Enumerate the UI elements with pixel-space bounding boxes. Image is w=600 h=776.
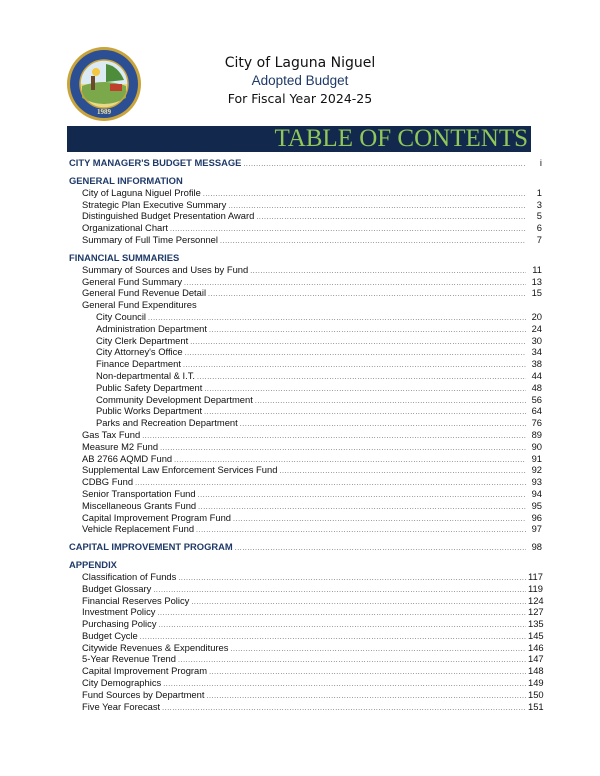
- toc-entry[interactable]: Strategic Plan Executive Summary ..... 3: [69, 199, 543, 211]
- document-type: Adopted Budget: [251, 73, 349, 88]
- toc-entry[interactable]: Gas Tax Fund ..... 89: [69, 429, 543, 441]
- toc-entry[interactable]: Five Year Forecast ..... 151: [69, 701, 543, 713]
- toc-title: TABLE OF CONTENTS: [274, 125, 528, 152]
- toc-entry[interactable]: AB 2766 AQMD Fund ..... 91: [69, 453, 543, 465]
- toc-entry[interactable]: Investment Policy ..... 127: [69, 606, 543, 618]
- toc-entry[interactable]: City Clerk Department ..... 30: [69, 335, 543, 347]
- section-financial-summaries: FINANCIAL SUMMARIES: [69, 251, 180, 263]
- toc-entry[interactable]: Financial Reserves Policy ..... 124: [69, 595, 543, 607]
- city-name: City of Laguna Niguel: [224, 55, 376, 71]
- toc-entry[interactable]: Public Safety Department ..... 48: [69, 382, 543, 394]
- toc-entry[interactable]: Miscellaneous Grants Fund ..... 95: [69, 500, 543, 512]
- toc-entry[interactable]: Vehicle Replacement Fund ..... 97: [69, 523, 543, 535]
- toc-subheading-general-fund-expenditures: General Fund Expenditures: [82, 299, 197, 311]
- toc-entry[interactable]: City Attorney's Office ..... 34: [69, 346, 543, 358]
- toc-entry[interactable]: Purchasing Policy ..... 135: [69, 618, 543, 630]
- toc-banner: [67, 126, 531, 152]
- toc-entry[interactable]: General Fund Summary ..... 13: [69, 276, 543, 288]
- document-title-block: [150, 54, 450, 108]
- toc-entry[interactable]: Administration Department ..... 24: [69, 323, 543, 335]
- toc-entry[interactable]: City Council ..... 20: [69, 311, 543, 323]
- toc-entry[interactable]: Senior Transportation Fund ..... 94: [69, 488, 543, 500]
- toc-entry[interactable]: Citywide Revenues & Expenditures ..... 146: [69, 642, 543, 654]
- toc-entry[interactable]: Non-departmental & I.T. ..... 44: [69, 370, 543, 382]
- toc-entry[interactable]: Public Works Department ..... 64: [69, 405, 543, 417]
- toc-entry[interactable]: City of Laguna Niguel Profile ..... 1: [69, 187, 543, 199]
- toc-entry[interactable]: 5-Year Revenue Trend ..... 147: [69, 653, 543, 665]
- toc-entry[interactable]: Budget Glossary ..... 119: [69, 583, 543, 595]
- toc-entry[interactable]: Parks and Recreation Department ..... 76: [69, 417, 543, 429]
- toc-entry[interactable]: Fund Sources by Department ..... 150: [69, 689, 543, 701]
- fiscal-year: For Fiscal Year 2024-25: [227, 91, 373, 106]
- city-seal-logo: [66, 46, 142, 122]
- toc-entry-capital-improvement-program[interactable]: CAPITAL IMPROVEMENT PROGRAM ..... 98: [69, 541, 543, 553]
- toc-entry[interactable]: CDBG Fund ..... 93: [69, 476, 543, 488]
- toc-entry[interactable]: Capital Improvement Program Fund ..... 96: [69, 512, 543, 524]
- toc-entry[interactable]: Summary of Sources and Uses by Fund ..... 11: [69, 264, 543, 276]
- toc-entry-city-manager-message[interactable]: CITY MANAGER'S BUDGET MESSAGE ..... i: [69, 157, 543, 169]
- toc-entry[interactable]: General Fund Revenue Detail ..... 15: [69, 287, 543, 299]
- toc-entry[interactable]: City Demographics ..... 149: [69, 677, 543, 689]
- seal-year: 1989: [97, 108, 111, 116]
- toc-entry[interactable]: Organizational Chart ..... 6: [69, 222, 543, 234]
- section-general-information: GENERAL INFORMATION: [69, 174, 183, 186]
- section-appendix: APPENDIX: [69, 558, 117, 570]
- toc-entry[interactable]: Budget Cycle ..... 145: [69, 630, 543, 642]
- toc-entry[interactable]: Summary of Full Time Personnel ..... 7: [69, 234, 543, 246]
- table-of-contents: [69, 157, 543, 712]
- toc-entry[interactable]: Measure M2 Fund ..... 90: [69, 441, 543, 453]
- toc-entry[interactable]: Community Development Department ..... 56: [69, 394, 543, 406]
- toc-entry[interactable]: Distinguished Budget Presentation Award ..... 5: [69, 210, 543, 222]
- toc-entry[interactable]: Classification of Funds ..... 117: [69, 571, 543, 583]
- toc-entry[interactable]: Capital Improvement Program ..... 148: [69, 665, 543, 677]
- toc-entry[interactable]: Finance Department ..... 38: [69, 358, 543, 370]
- toc-entry[interactable]: Supplemental Law Enforcement Services Fund ..... 92: [69, 464, 543, 476]
